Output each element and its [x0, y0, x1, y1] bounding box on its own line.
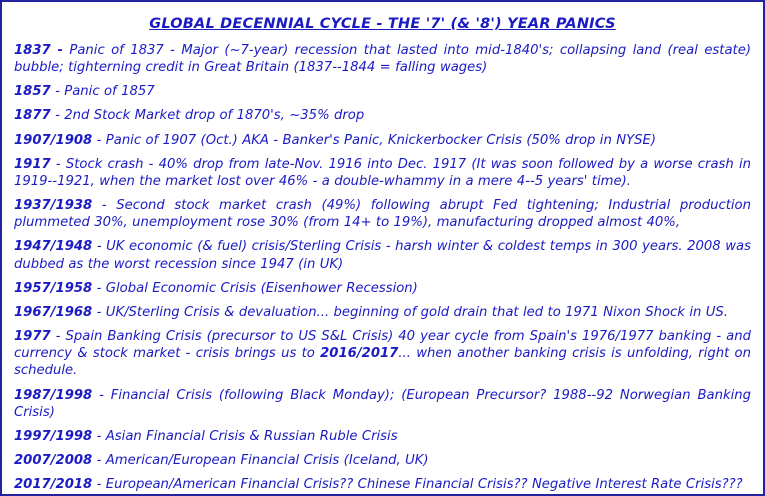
list-item — [14, 476, 751, 493]
list-item — [14, 280, 751, 297]
entry-year: 1937/1938 — [14, 198, 93, 214]
list-item — [14, 238, 751, 272]
entry-year: 1987/1998 — [14, 387, 93, 403]
entry-text: - Asian Financial Crisis & Russian Ruble Crisis — [96, 428, 398, 444]
entry-text: - 2nd Stock Market drop of 1870's, ~35% drop — [55, 108, 365, 124]
entry-text: - Panic of 1857 — [55, 84, 155, 100]
entry-text: - UK economic (& fuel) crisis/Sterling Crisis - harsh winter & coldest temps in 300 years. 2008 was dubbed as the worst recession since 1947 (in UK) — [14, 239, 751, 272]
list-item — [14, 452, 751, 469]
entry-text: - UK/Sterling Crisis & devaluation... beginning of gold drain that led to 1971 Nixon Shock in US. — [96, 304, 728, 320]
page-title: GLOBAL DECENNIAL CYCLE - THE '7' (& '8') YEAR PANICS — [149, 16, 616, 32]
list-item — [14, 42, 751, 76]
entry-year: 1877 — [14, 108, 51, 124]
entry-year: 1907/1908 — [14, 132, 93, 148]
entry-text: - Second stock market crash (49%) following abrupt Fed tightening; Industrial production plummeted 30%, unemployment rose 30% (from 14+ to 19%), manufacturing dropped almost 40%, — [14, 198, 751, 231]
entry-year: 1957/1958 — [14, 280, 93, 296]
entry-year: 1997/1998 — [14, 428, 93, 444]
entry-text: - American/European Financial Crisis (Iceland, UK) — [96, 452, 429, 468]
entry-text-after: ... when another banking crisis is unfolding, right on schedule. — [14, 346, 751, 379]
list-item — [14, 304, 751, 321]
list-item — [14, 387, 751, 421]
entry-year: 1967/1968 — [14, 304, 93, 320]
list-item — [14, 107, 751, 124]
entry-text: - Financial Crisis (following Black Monday); (European Precursor? 1988--92 Norwegian Banking Crisis) — [14, 387, 751, 420]
entry-text: - Stock crash - 40% drop from late-Nov. 1916 into Dec. 1917 (It was soon followed by a worse crash in 1919--1921, when the market lost over 46% - a double-whammy in a mere 4--5 years' time). — [14, 156, 751, 189]
list-item — [14, 83, 751, 100]
entry-year: 1977 — [14, 329, 51, 345]
entry-year: 1857 — [14, 84, 51, 100]
list-item — [14, 132, 751, 149]
list-item — [14, 197, 751, 231]
list-item — [14, 328, 751, 379]
entry-text: - Panic of 1907 (Oct.) AKA - Banker's Panic, Knickerbocker Crisis (50% drop in NYSE) — [96, 132, 656, 148]
list-item — [14, 428, 751, 445]
entry-text: - Global Economic Crisis (Eisenhower Recession) — [96, 280, 418, 296]
entry-year: 2007/2008 — [14, 452, 93, 468]
entry-year: 1947/1948 — [14, 239, 93, 255]
entry-text: Panic of 1837 - Major (~7-year) recession that lasted into mid-1840's; collapsing land (real estate) bubble; tighterning credit in Great Britain (1837--1844 = falling wages) — [14, 43, 751, 76]
entry-year: 1917 — [14, 156, 51, 172]
list-item — [14, 156, 751, 190]
entry-year: 2017/2018 — [14, 477, 93, 493]
entry-year: 1837 - — [14, 43, 63, 58]
entry-highlight: 2016/2017 — [320, 346, 399, 362]
entry-text: - European/American Financial Crisis?? Chinese Financial Crisis?? Negative Interest Rate Crisis??? — [96, 477, 743, 493]
entry-text: - Spain Banking Crisis (precursor to US S&L Crisis) 40 year cycle from Spain's 1976/1977 banking - and currency & stock market - crisis brings us to — [14, 329, 751, 362]
